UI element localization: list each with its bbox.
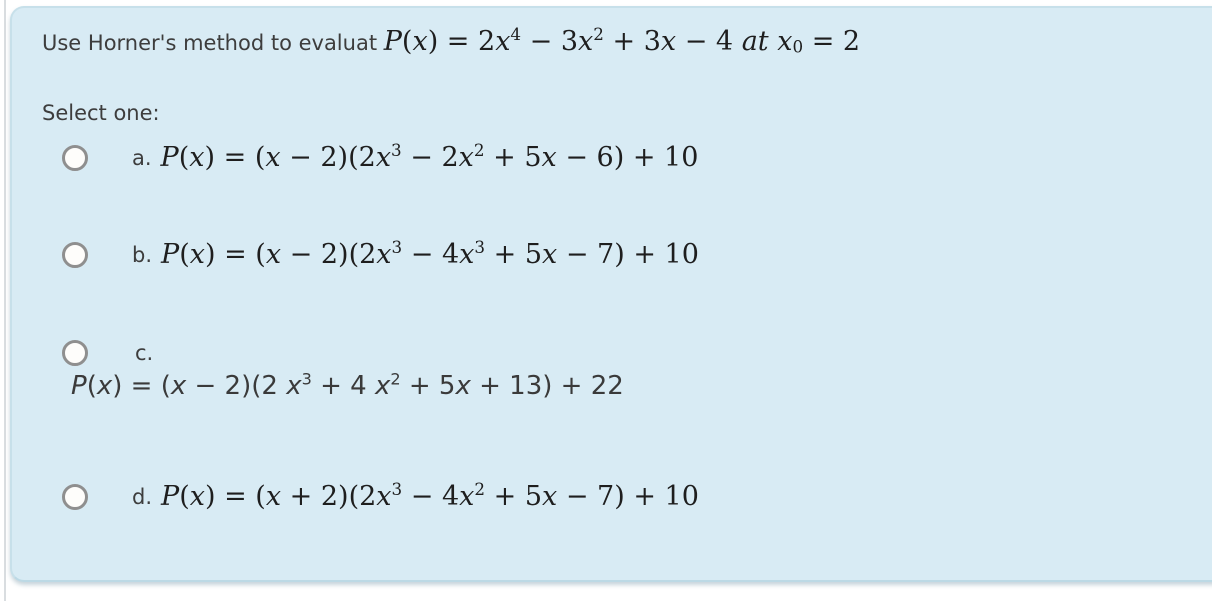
question-prompt: Use Horner's method to evaluat xyxy=(42,31,384,55)
option-c-formula: P(x) = (x − 2)(2 $x^3 + 4$ $x^2 + 5x + 13) + 22$ xyxy=(71,369,624,401)
option-c-radio[interactable] xyxy=(62,340,88,366)
question-text xyxy=(42,23,861,58)
option-d-radio[interactable] xyxy=(62,484,88,510)
option-b-radio[interactable] xyxy=(62,242,88,268)
option-a-radio[interactable] xyxy=(62,145,88,171)
option-b-label: b. xyxy=(132,243,153,268)
left-border-line xyxy=(4,0,6,601)
option-a-label: a. xyxy=(132,146,152,171)
option-c-label: c. xyxy=(135,341,154,365)
option-row-c xyxy=(62,340,624,402)
option-b-formula: $P(x) = (x - 2)(2x^3 - 4x^3 + 5x - 7) + 10$ xyxy=(161,236,699,270)
question-math: $P(x) = 2x^4 - 3x^2 + 3x - 4$ at $x_0 = 2$ xyxy=(383,23,861,57)
option-row-b xyxy=(62,236,699,271)
option-a-formula: $P(x) = (x - 2)(2x^3 - 2x^2 + 5x - 6) + 10$ xyxy=(160,139,699,173)
select-one-label: Select one: xyxy=(42,101,160,125)
option-d-formula: $P(x) = (x + 2)(2x^3 - 4x^2 + 5x - 7) + 10$ xyxy=(161,478,699,512)
question-card xyxy=(10,6,1212,582)
option-row-d xyxy=(62,478,699,513)
option-d-label: d. xyxy=(132,485,153,510)
option-row-a xyxy=(62,139,699,174)
option-c-header xyxy=(62,340,624,366)
